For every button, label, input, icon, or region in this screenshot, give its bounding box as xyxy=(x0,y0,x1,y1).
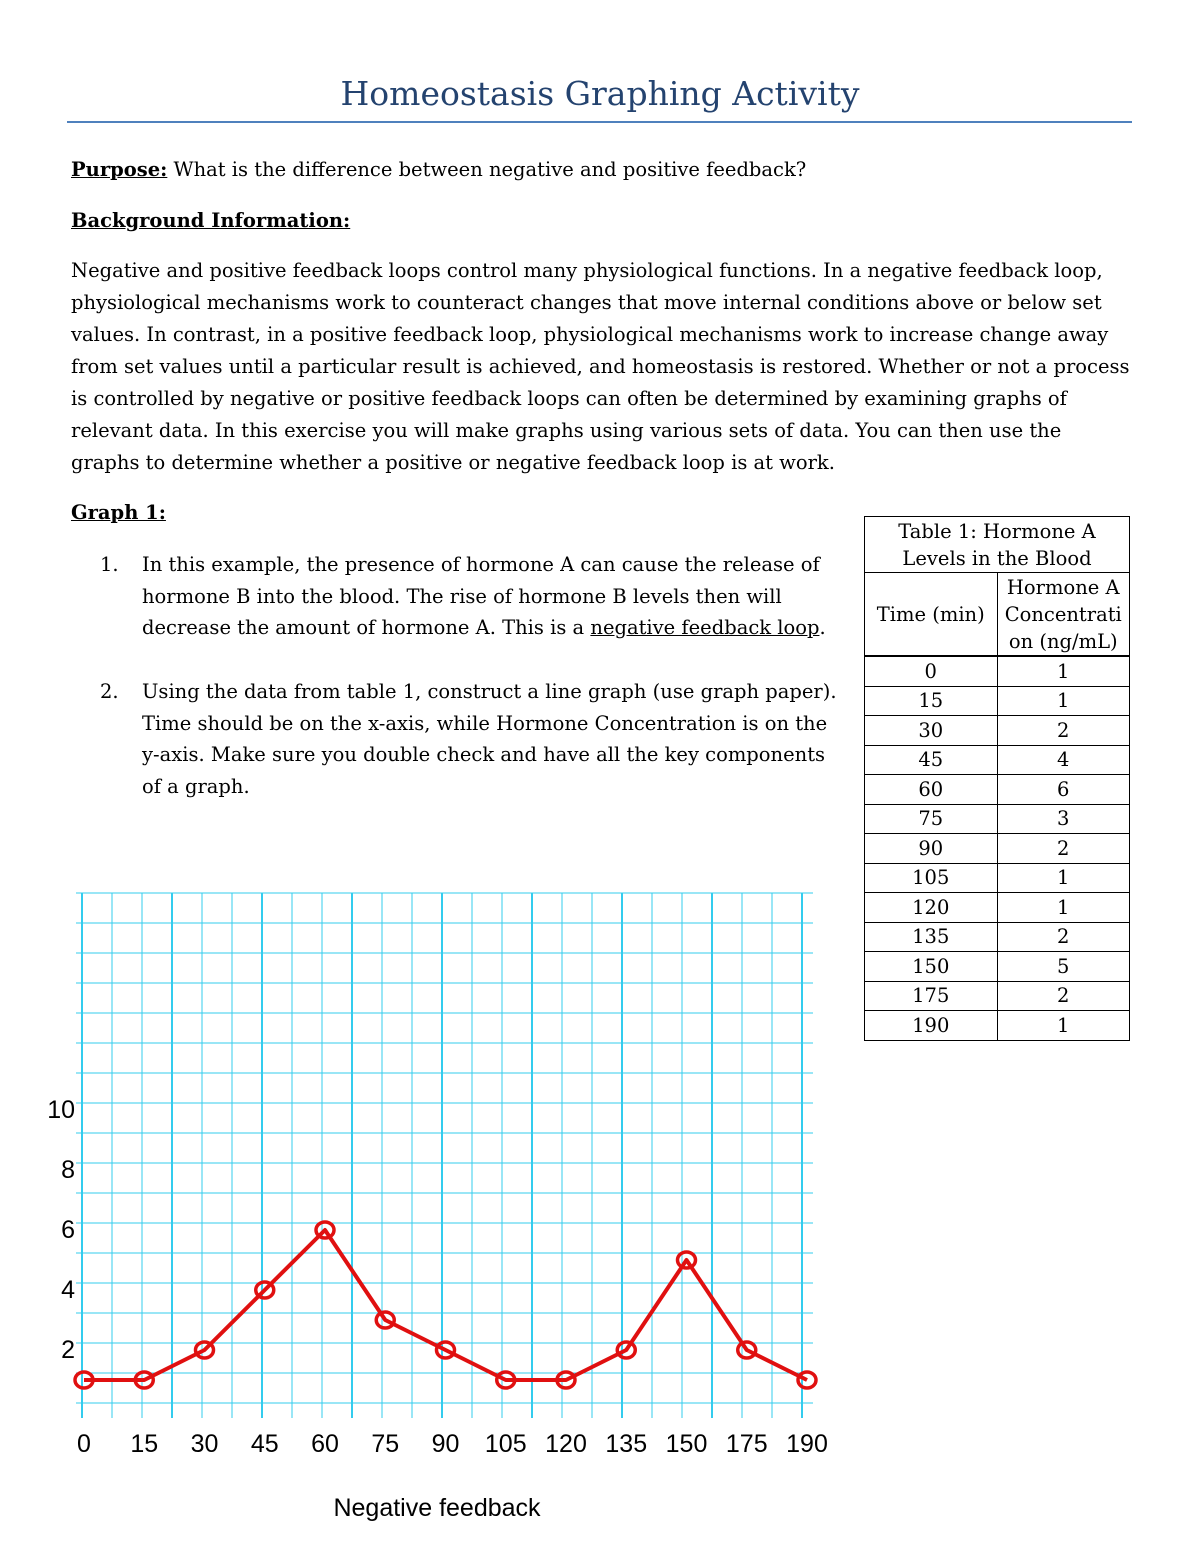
x-tick-label: 190 xyxy=(786,1430,828,1458)
x-tick-label: 15 xyxy=(130,1430,159,1458)
concentration-cell: 2 xyxy=(997,922,1130,952)
y-tick-label: 2 xyxy=(61,1336,75,1364)
concentration-cell: 6 xyxy=(997,775,1130,805)
x-tick-label: 120 xyxy=(545,1430,587,1458)
x-tick-label: 60 xyxy=(311,1430,339,1458)
x-axis-label: Negative feedback xyxy=(333,1494,541,1522)
background-heading: Background Information: xyxy=(71,209,351,232)
x-tick-label: 30 xyxy=(190,1430,219,1458)
page-title: Homeostasis Graphing Activity xyxy=(340,74,860,113)
time-cell: 0 xyxy=(865,656,998,686)
x-tick-label: 45 xyxy=(250,1430,279,1458)
table-header-time: Time (min) xyxy=(865,573,998,657)
concentration-cell: 2 xyxy=(997,981,1130,1011)
time-cell: 175 xyxy=(865,981,998,1011)
time-cell: 15 xyxy=(865,686,998,716)
list-number: 1. xyxy=(100,553,119,576)
time-cell: 30 xyxy=(865,716,998,746)
x-tick-label: 150 xyxy=(665,1430,708,1458)
concentration-cell: 2 xyxy=(997,834,1130,864)
concentration-cell: 1 xyxy=(997,893,1130,923)
x-tick-label: 75 xyxy=(371,1430,400,1458)
list-text: Using the data from table 1, construct a line graph (use graph paper). Time should be on the x-axis, while Hormone Concentration is on the y-axis. Make sure you double check and have all the key components of a graph. xyxy=(142,680,837,798)
time-cell: 190 xyxy=(865,1011,998,1041)
x-tick-label: 105 xyxy=(484,1430,527,1458)
concentration-cell: 5 xyxy=(997,952,1130,982)
time-cell: 90 xyxy=(865,834,998,864)
x-tick-label: 90 xyxy=(431,1430,460,1458)
concentration-cell: 1 xyxy=(997,686,1130,716)
purpose-text: What is the difference between negative and positive feedback? xyxy=(167,158,807,181)
list-text: In this example, the presence of hormone A can cause the release of hormone B into the blood. The rise of hormone B levels then will decrease the amount of hormone A. This is a negative feedback loop. xyxy=(142,553,826,639)
concentration-cell: 1 xyxy=(997,656,1130,686)
y-tick-label: 4 xyxy=(61,1276,75,1304)
x-tick-label: 0 xyxy=(77,1430,91,1458)
purpose-label: Purpose: xyxy=(71,158,168,181)
time-cell: 120 xyxy=(865,893,998,923)
concentration-cell: 1 xyxy=(997,1011,1130,1041)
concentration-cell: 4 xyxy=(997,745,1130,775)
y-tick-label: 8 xyxy=(61,1156,75,1184)
table-caption: Table 1: Hormone A Levels in the Blood xyxy=(865,517,1130,573)
time-cell: 45 xyxy=(865,745,998,775)
table-header-concentration: Hormone A Concentrati on (ng/mL) xyxy=(997,573,1130,657)
y-tick-label: 10 xyxy=(47,1096,75,1124)
concentration-cell: 2 xyxy=(997,716,1130,746)
background-text: Negative and positive feedback loops control many physiological functions. In a negative feedback loop, physiological mechanisms work to counteract changes that move internal conditions above or below set values. In contrast, in a positive feedback loop, physiological mechanisms work to increase change away from set values until a particular result is achieved, and homeostasis is restored. Whether or not a process is controlled by negative or positive feedback loops can often be determined by examining graphs of relevant data. In this exercise you will make graphs using various sets of data. You can then use the graphs to determine whether a positive or negative feedback loop is at work. xyxy=(71,259,1130,474)
negative-feedback-loop-term: negative feedback loop xyxy=(590,616,820,639)
time-cell: 135 xyxy=(865,922,998,952)
list-number: 2. xyxy=(100,680,119,703)
time-cell: 75 xyxy=(865,804,998,834)
time-cell: 60 xyxy=(865,775,998,805)
y-tick-label: 6 xyxy=(61,1216,75,1244)
x-tick-label: 175 xyxy=(725,1430,768,1458)
concentration-cell: 1 xyxy=(997,863,1130,893)
time-cell: 105 xyxy=(865,863,998,893)
concentration-cell: 3 xyxy=(997,804,1130,834)
graph1-heading: Graph 1: xyxy=(71,501,166,524)
time-cell: 150 xyxy=(865,952,998,982)
x-tick-label: 135 xyxy=(605,1430,648,1458)
